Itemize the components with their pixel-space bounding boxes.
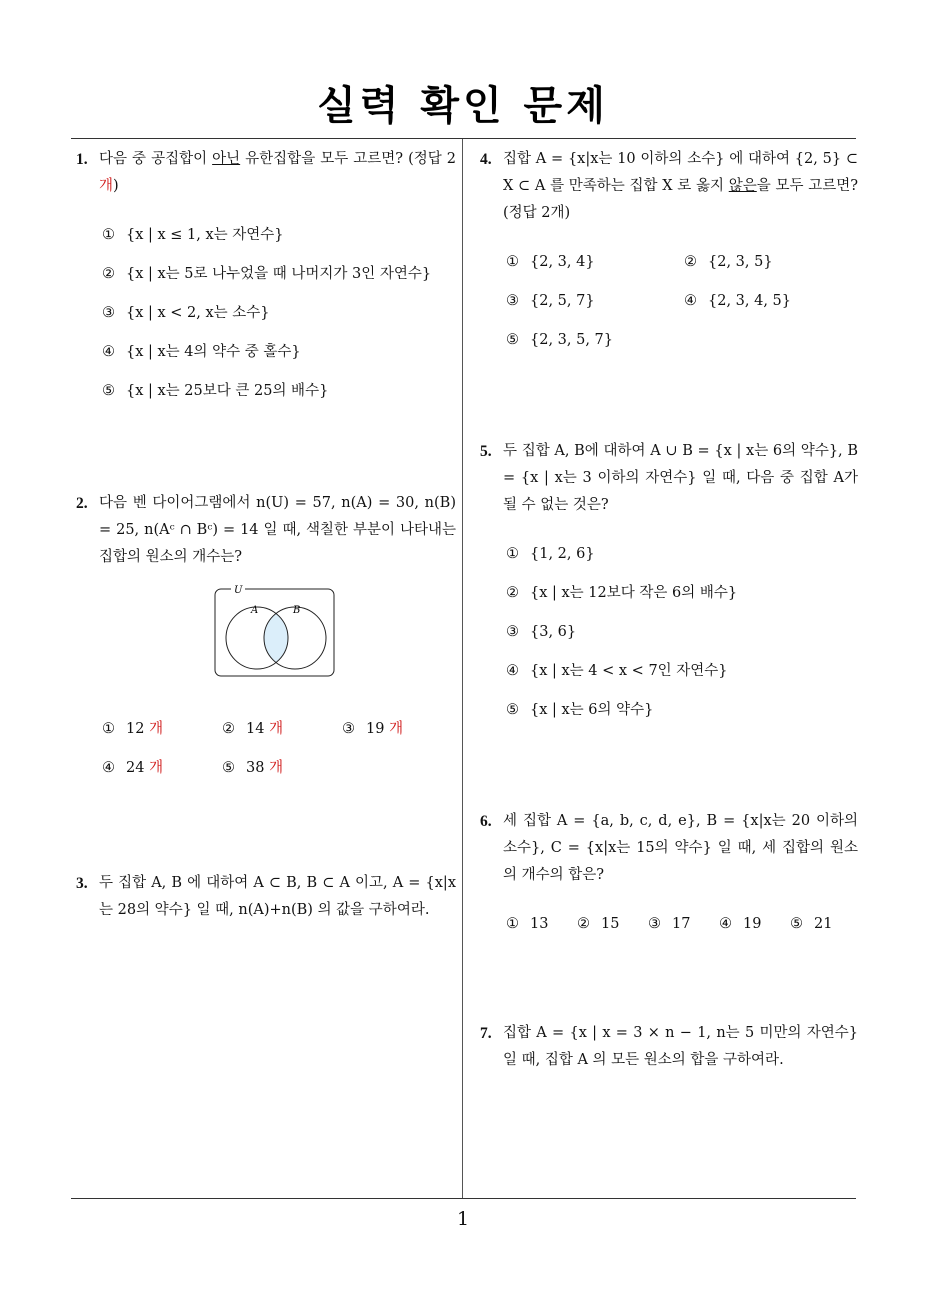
choice-2[interactable]: ② 14 개 bbox=[222, 721, 284, 737]
underlined-word: 않은 bbox=[728, 178, 757, 194]
set-a-label: A bbox=[251, 605, 259, 616]
choice-3[interactable]: ③ {x | x < 2, x는 소수} bbox=[102, 305, 270, 321]
problem-number: 1. bbox=[76, 151, 88, 168]
problem-number: 7. bbox=[480, 1025, 492, 1042]
choice-2[interactable]: ② {2, 3, 5} bbox=[684, 254, 773, 270]
problem-1 bbox=[76, 146, 456, 417]
choice-3[interactable]: ③ 17 bbox=[648, 916, 691, 932]
column-divider bbox=[462, 139, 463, 1199]
choice-1[interactable]: ① {x | x ≤ 1, x는 자연수} bbox=[102, 227, 284, 243]
problem-number: 5. bbox=[480, 443, 492, 460]
choice-3[interactable]: ③ {3, 6} bbox=[506, 624, 577, 640]
choice-5[interactable]: ⑤ {x | x는 25보다 큰 25의 배수} bbox=[102, 383, 329, 399]
choice-1[interactable]: ① 13 bbox=[506, 916, 549, 932]
choice-4[interactable]: ④ 24 개 bbox=[102, 760, 164, 776]
choice-list bbox=[102, 222, 456, 417]
choice-3[interactable]: ③ {2, 5, 7} bbox=[506, 293, 595, 309]
problem-3 bbox=[76, 870, 456, 924]
choice-4[interactable]: ④ {2, 3, 4, 5} bbox=[684, 293, 792, 309]
page-title: 실력 확인 문제 bbox=[317, 83, 609, 129]
universal-set-label: U bbox=[234, 585, 243, 596]
top-rule bbox=[71, 138, 856, 139]
problem-text: 집합 A = {x|x는 10 이하의 소수} 에 대하여 {2, 5} ⊂ X ⊂ A 를 만족하는 집합 X 로 옳지 않은을 모두 고르면?(정답 2개) bbox=[503, 151, 858, 221]
problem-number: 2. bbox=[76, 495, 88, 512]
problem-5 bbox=[480, 438, 858, 736]
problem-2 bbox=[76, 490, 456, 794]
problem-text: 다음 벤 다이어그램에서 n(U) = 57, n(A) = 30, n(B) = 25, n(Aᶜ ∩ Bᶜ) = 14 일 때, 색칠한 부분이 나타내는 집합의 원소의 개수는? bbox=[99, 495, 456, 565]
unit-label: 개 bbox=[99, 178, 114, 194]
choice-grid bbox=[506, 249, 858, 366]
choice-5[interactable]: ⑤ 38 개 bbox=[222, 760, 284, 776]
choice-5[interactable]: ⑤ 21 bbox=[790, 916, 833, 932]
venn-diagram bbox=[76, 579, 456, 689]
page-number: 1 bbox=[456, 1208, 470, 1230]
choice-4[interactable]: ④ {x | x는 4 < x < 7인 자연수} bbox=[506, 663, 728, 679]
problem-text: 다음 중 공집합이 아닌 유한집합을 모두 고르면? (정답 2개) bbox=[99, 151, 456, 194]
choice-2[interactable]: ② {x | x는 5로 나누었을 때 나머지가 3인 자연수} bbox=[102, 266, 432, 282]
choice-5[interactable]: ⑤ {x | x는 6의 약수} bbox=[506, 702, 654, 718]
choice-5[interactable]: ⑤ {2, 3, 5, 7} bbox=[506, 332, 614, 348]
problem-number: 4. bbox=[480, 151, 492, 168]
underlined-word: 아닌 bbox=[212, 151, 241, 167]
choice-1[interactable]: ① {1, 2, 6} bbox=[506, 546, 595, 562]
choice-list bbox=[506, 541, 858, 736]
problem-number: 6. bbox=[480, 813, 492, 830]
problem-text: 집합 A = {x | x = 3 × n − 1, n는 5 미만의 자연수} 일 때, 집합 A 의 모든 원소의 합을 구하여라. bbox=[503, 1025, 858, 1068]
problem-text: 두 집합 A, B 에 대하여 A ⊂ B, B ⊂ A 이고, A = {x|x는 28의 약수} 일 때, n(A)+n(B) 의 값을 구하여라. bbox=[99, 875, 456, 918]
bottom-rule bbox=[71, 1198, 856, 1199]
problem-4 bbox=[480, 146, 858, 366]
set-b-label: B bbox=[293, 605, 301, 616]
choice-grid bbox=[102, 716, 456, 794]
choice-4[interactable]: ④ 19 bbox=[719, 916, 762, 932]
choice-row bbox=[506, 911, 858, 950]
choice-1[interactable]: ① 12 개 bbox=[102, 721, 164, 737]
choice-4[interactable]: ④ {x | x는 4의 약수 중 홀수} bbox=[102, 344, 301, 360]
problem-text: 세 집합 A = {a, b, c, d, e}, B = {x|x는 20 이하의 소수}, C = {x|x는 15의 약수} 일 때, 세 집합의 원소의 개수의 합은? bbox=[503, 813, 858, 883]
problem-number: 3. bbox=[76, 875, 88, 892]
choice-2[interactable]: ② 15 bbox=[577, 916, 620, 932]
choice-2[interactable]: ② {x | x는 12보다 작은 6의 배수} bbox=[506, 585, 738, 601]
choice-1[interactable]: ① {2, 3, 4} bbox=[506, 254, 595, 270]
problem-6 bbox=[480, 808, 858, 950]
problem-text: 두 집합 A, B에 대하여 A ∪ B = {x | x는 6의 약수}, B = {x | x는 3 이하의 자연수} 일 때, 다음 중 집합 A가 될 수 없는 것은? bbox=[503, 443, 858, 513]
choice-3[interactable]: ③ 19 개 bbox=[342, 721, 404, 737]
problem-7 bbox=[480, 1020, 858, 1074]
